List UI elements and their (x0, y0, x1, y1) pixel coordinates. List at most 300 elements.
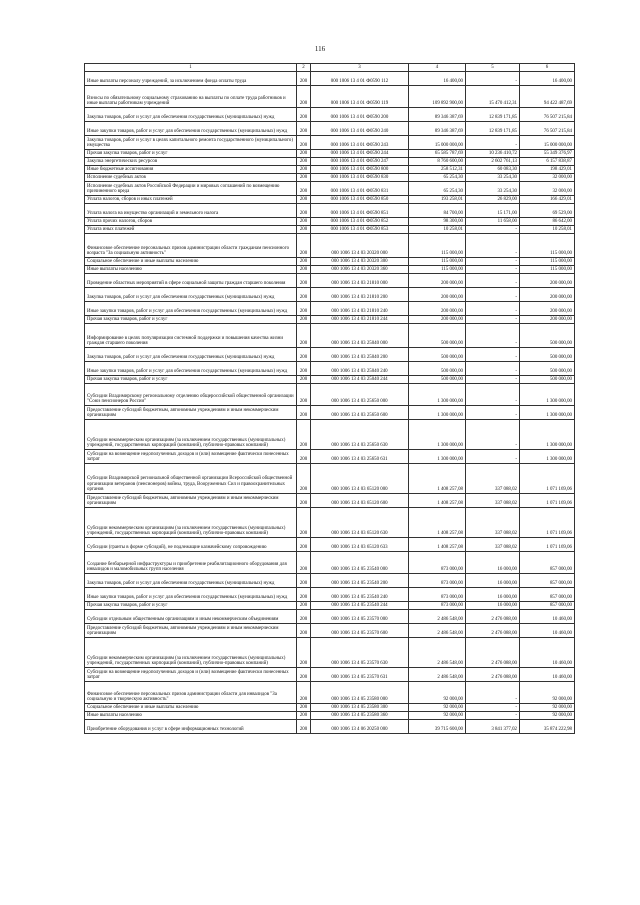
cell-code: 200 (297, 266, 311, 274)
cell-approved: 873 000,00 (409, 574, 466, 588)
cell-classifier: 000 1006 13 4 03 20320 000 (311, 234, 409, 258)
cell-executed: 2 602 761,13 (466, 158, 520, 166)
cell-classifier: 000 1006 13 4 01 Ф0590 852 (311, 218, 409, 226)
cell-name: Закупка энергетических ресурсов (85, 158, 297, 166)
cell-approved: 65 585 787,69 (409, 150, 466, 158)
cell-executed: - (466, 72, 520, 86)
cell-classifier: 000 1006 13 4 03 20320 360 (311, 266, 409, 274)
cell-code: 200 (297, 668, 311, 682)
cell-code: 200 (297, 588, 311, 602)
cell-approved: 65 254,30 (409, 182, 466, 196)
cell-approved: 500 000,00 (409, 348, 466, 362)
cell-name: Предоставление субсидий бюджетным, автономным учреждениям и иным некоммерческим организациям (85, 624, 297, 638)
cell-code: 200 (297, 158, 311, 166)
cell-code: 200 (297, 720, 311, 734)
cell-code: 200 (297, 274, 311, 288)
cell-name: Финансовое обеспечение персональных призов администрации области для инвалидов "За социальную и творческую активность" (85, 682, 297, 704)
cell-executed: - (466, 288, 520, 302)
column-header-2: 2 (297, 64, 311, 72)
cell-name: Проведение областных мероприятий в сфере социальной защиты граждан старшего поколения (85, 274, 297, 288)
cell-remaining: 115 000,00 (520, 258, 575, 266)
table-row (85, 406, 575, 420)
cell-executed: - (466, 682, 520, 704)
table-row (85, 420, 575, 450)
table-row (85, 166, 575, 174)
cell-approved: 1 408 257,08 (409, 538, 466, 552)
cell-approved: 200 000,00 (409, 288, 466, 302)
cell-classifier: 000 1006 13 4 05 23570 630 (311, 638, 409, 668)
cell-executed: 11 658,00 (466, 218, 520, 226)
cell-name: Исполнение судебных актов (85, 174, 297, 182)
cell-name: Закупка товаров, работ и услуг для обеспечения государственных (муниципальных) нужд (85, 108, 297, 122)
cell-executed: 16 000,00 (466, 574, 520, 588)
cell-approved: 873 000,00 (409, 588, 466, 602)
cell-code: 200 (297, 204, 311, 218)
cell-classifier: 000 1006 13 4 03 20320 300 (311, 258, 409, 266)
table-row (85, 450, 575, 464)
table-row (85, 72, 575, 86)
cell-executed: - (466, 376, 520, 384)
cell-approved: 15 000 000,00 (409, 136, 466, 150)
cell-remaining: 1 071 169,06 (520, 494, 575, 508)
cell-remaining: 76 507 215,84 (520, 108, 575, 122)
cell-code: 200 (297, 638, 311, 668)
cell-classifier: 000 1006 13 4 05 23570 600 (311, 624, 409, 638)
cell-executed: - (466, 704, 520, 712)
cell-classifier: 000 1006 13 4 05 23570 000 (311, 610, 409, 624)
cell-executed: - (466, 266, 520, 274)
cell-remaining: 10 460,00 (520, 638, 575, 668)
cell-remaining: 200 000,00 (520, 288, 575, 302)
cell-code: 200 (297, 86, 311, 108)
table-row (85, 108, 575, 122)
column-header-5: 5 (466, 64, 520, 72)
cell-remaining: 86 642,00 (520, 218, 575, 226)
cell-code: 200 (297, 682, 311, 704)
cell-name: Прочая закупка товаров, работ и услуг (85, 316, 297, 324)
cell-approved: 8 760 600,00 (409, 158, 466, 166)
table-row (85, 86, 575, 108)
column-header-4: 4 (409, 64, 466, 72)
cell-name: Субсидии отдельным общественным организациям и иным некоммерческим объединениям (85, 610, 297, 624)
cell-executed: - (466, 450, 520, 464)
cell-executed: - (466, 274, 520, 288)
cell-classifier: 000 1006 13 4 05 23580 300 (311, 704, 409, 712)
cell-classifier: 000 1006 13 4 01 Ф0590 243 (311, 136, 409, 150)
table-row (85, 182, 575, 196)
cell-executed: 2 476 088,00 (466, 638, 520, 668)
cell-approved: 873 000,00 (409, 552, 466, 574)
table-row (85, 508, 575, 538)
table-row (85, 122, 575, 136)
cell-name: Предоставление субсидий бюджетным, автономным учреждениям и иным некоммерческим организациям (85, 494, 297, 508)
cell-executed: 16 000,00 (466, 602, 520, 610)
table-row (85, 602, 575, 610)
cell-classifier: 000 1006 13 4 03 25650 631 (311, 450, 409, 464)
cell-classifier: 000 1006 13 4 01 Ф0590 830 (311, 174, 409, 182)
table-row (85, 348, 575, 362)
cell-remaining: 1 300 000,00 (520, 420, 575, 450)
cell-classifier: 000 1006 13 4 03 65120 633 (311, 538, 409, 552)
cell-approved: 39 715 600,00 (409, 720, 466, 734)
cell-name: Иные закупки товаров, работ и услуг для обеспечения государственных (муниципальных) нужд (85, 122, 297, 136)
cell-code: 200 (297, 218, 311, 226)
cell-name: Взносы по обязательному социальному страхованию на выплаты по оплате труда работников и иные выплаты работникам учреждений (85, 86, 297, 108)
table-row (85, 464, 575, 494)
cell-approved: 84 700,00 (409, 204, 466, 218)
table-row (85, 274, 575, 288)
cell-code: 200 (297, 508, 311, 538)
cell-remaining: 200 000,00 (520, 316, 575, 324)
cell-executed: 33 254,30 (466, 182, 520, 196)
cell-approved: 1 408 257,08 (409, 464, 466, 494)
cell-classifier: 000 1006 13 4 01 Ф0590 853 (311, 226, 409, 234)
cell-code: 200 (297, 406, 311, 420)
cell-executed: 10 236 410,72 (466, 150, 520, 158)
cell-executed: - (466, 258, 520, 266)
cell-approved: 92 000,00 (409, 704, 466, 712)
cell-approved: 1 300 000,00 (409, 406, 466, 420)
cell-approved: 109 892 900,00 (409, 86, 466, 108)
cell-remaining: 115 000,00 (520, 266, 575, 274)
cell-approved: 2 486 548,00 (409, 668, 466, 682)
cell-executed: 16 000,00 (466, 552, 520, 574)
cell-remaining: 1 300 000,00 (520, 384, 575, 406)
cell-code: 200 (297, 324, 311, 348)
cell-remaining: 16 400,00 (520, 72, 575, 86)
cell-remaining: 1 300 000,00 (520, 406, 575, 420)
cell-code: 200 (297, 150, 311, 158)
cell-name: Иные закупки товаров, работ и услуг для обеспечения государственных (муниципальных) нужд (85, 588, 297, 602)
cell-code: 200 (297, 288, 311, 302)
cell-name: Закупка товаров, работ и услуг для обеспечения государственных (муниципальных) нужд (85, 348, 297, 362)
cell-classifier: 000 1006 13 4 03 65120 630 (311, 508, 409, 538)
cell-classifier: 000 1006 13 4 05 23540 244 (311, 602, 409, 610)
cell-name: Информирование в целях популяризации системной поддержки и повышения качества жизни граждан старшего поколения (85, 324, 297, 348)
cell-name: Закупка товаров, работ и услуг для обеспечения государственных (муниципальных) нужд (85, 288, 297, 302)
cell-name: Прочая закупка товаров, работ и услуг (85, 602, 297, 610)
cell-name: Прочая закупка товаров, работ и услуг (85, 376, 297, 384)
cell-approved: 193 258,01 (409, 196, 466, 204)
cell-name: Закупка товаров, работ и услуг для обеспечения государственных (муниципальных) нужд (85, 574, 297, 588)
table-row (85, 704, 575, 712)
cell-name: Исполнение судебных актов Российской Федерации и мировых соглашений по возмещению причиненного вреда (85, 182, 297, 196)
cell-remaining: 1 071 169,06 (520, 464, 575, 494)
cell-executed: 2 476 088,00 (466, 610, 520, 624)
cell-executed: - (466, 324, 520, 348)
table-row (85, 588, 575, 602)
cell-code: 200 (297, 72, 311, 86)
cell-name: Уплата иных платежей (85, 226, 297, 234)
cell-approved: 115 000,00 (409, 234, 466, 258)
cell-approved: 65 254,30 (409, 174, 466, 182)
cell-executed: - (466, 362, 520, 376)
cell-name: Иные выплаты населению (85, 712, 297, 720)
cell-name: Иные выплаты персоналу учреждений, за исключением фонда оплаты труда (85, 72, 297, 86)
cell-classifier: 000 1006 13 4 05 23540 000 (311, 552, 409, 574)
table-row (85, 720, 575, 734)
cell-name: Предоставление субсидий бюджетным, автономным учреждениям и иным некоммерческим организациям (85, 406, 297, 420)
cell-remaining: 1 300 000,00 (520, 450, 575, 464)
table-row (85, 384, 575, 406)
cell-approved: 10 258,01 (409, 226, 466, 234)
cell-executed: - (466, 226, 520, 234)
cell-executed: 15 470 412,31 (466, 86, 520, 108)
cell-remaining: 35 874 222,98 (520, 720, 575, 734)
cell-classifier: 000 1006 13 4 01 Ф0590 850 (311, 196, 409, 204)
table-row (85, 668, 575, 682)
cell-executed: 337 088,02 (466, 508, 520, 538)
table-row (85, 234, 575, 258)
cell-classifier: 000 1006 13 4 01 Ф0590 240 (311, 122, 409, 136)
cell-approved: 500 000,00 (409, 362, 466, 376)
cell-executed: 337 088,02 (466, 538, 520, 552)
cell-classifier: 000 1006 13 4 01 Ф0590 200 (311, 108, 409, 122)
cell-executed: - (466, 420, 520, 450)
cell-remaining: 15 000 000,00 (520, 136, 575, 150)
cell-classifier: 000 1006 13 4 05 23580 000 (311, 682, 409, 704)
cell-code: 200 (297, 166, 311, 174)
cell-classifier: 000 1006 13 4 03 65120 000 (311, 464, 409, 494)
cell-executed: - (466, 712, 520, 720)
cell-code: 200 (297, 624, 311, 638)
cell-code: 200 (297, 316, 311, 324)
cell-executed: 15 171,00 (466, 204, 520, 218)
table-row (85, 302, 575, 316)
cell-name: Уплата налога на имущество организаций и земельного налога (85, 204, 297, 218)
cell-name: Создание безбарьерной инфраструктуры и приобретение реабилитационного оборудования для инвалидов и маломобильных групп населения (85, 552, 297, 574)
cell-remaining: 115 000,00 (520, 234, 575, 258)
cell-executed: 16 000,00 (466, 588, 520, 602)
cell-executed: 33 254,30 (466, 174, 520, 182)
cell-remaining: 32 000,00 (520, 182, 575, 196)
cell-approved: 115 000,00 (409, 258, 466, 266)
cell-classifier: 000 1006 13 4 01 Ф0590 851 (311, 204, 409, 218)
cell-remaining: 166 429,01 (520, 196, 575, 204)
cell-classifier: 000 1006 13 4 03 65120 600 (311, 494, 409, 508)
cell-approved: 1 300 000,00 (409, 450, 466, 464)
column-header-1: 1 (85, 64, 297, 72)
cell-executed: - (466, 384, 520, 406)
cell-code: 200 (297, 602, 311, 610)
cell-classifier: 000 1006 13 4 03 25040 000 (311, 324, 409, 348)
cell-name: Закупка товаров, работ и услуг в целях капитального ремонта государственного (муниципального) имущества (85, 136, 297, 150)
table-row (85, 174, 575, 182)
cell-executed: 337 088,02 (466, 494, 520, 508)
cell-remaining: 10 460,00 (520, 624, 575, 638)
cell-code: 200 (297, 384, 311, 406)
cell-remaining: 10 460,00 (520, 610, 575, 624)
cell-executed: 12 839 171,85 (466, 122, 520, 136)
cell-approved: 89 346 387,69 (409, 108, 466, 122)
table-row (85, 552, 575, 574)
cell-name: Социальное обеспечение и иные выплаты населению (85, 258, 297, 266)
cell-classifier: 000 1006 13 4 03 25650 600 (311, 406, 409, 420)
cell-approved: 1 408 257,08 (409, 494, 466, 508)
cell-approved: 89 346 387,69 (409, 122, 466, 136)
cell-approved: 873 000,00 (409, 602, 466, 610)
cell-code: 200 (297, 464, 311, 494)
cell-remaining: 1 071 169,06 (520, 508, 575, 538)
table-row (85, 158, 575, 166)
cell-remaining: 92 000,00 (520, 712, 575, 720)
cell-executed: 26 829,00 (466, 196, 520, 204)
cell-name: Субсидии Владимирскому региональному отделению общероссийской общественной организации "Союз пенсионеров России" (85, 384, 297, 406)
cell-code: 200 (297, 122, 311, 136)
cell-code: 200 (297, 174, 311, 182)
table-row (85, 682, 575, 704)
cell-code: 200 (297, 420, 311, 450)
cell-classifier: 000 1006 13 4 05 23540 240 (311, 588, 409, 602)
cell-approved: 1 300 000,00 (409, 420, 466, 450)
cell-approved: 200 000,00 (409, 274, 466, 288)
cell-classifier: 000 1006 13 4 05 23580 360 (311, 712, 409, 720)
cell-remaining: 1 071 169,06 (520, 538, 575, 552)
cell-approved: 1 408 257,08 (409, 508, 466, 538)
cell-executed: 3 841 377,02 (466, 720, 520, 734)
cell-executed: - (466, 302, 520, 316)
cell-remaining: 500 000,00 (520, 376, 575, 384)
cell-remaining: 10 258,01 (520, 226, 575, 234)
cell-code: 200 (297, 196, 311, 204)
cell-approved: 500 000,00 (409, 324, 466, 348)
cell-code: 200 (297, 494, 311, 508)
cell-classifier: 000 1006 13 4 03 25040 244 (311, 376, 409, 384)
cell-executed: - (466, 136, 520, 150)
cell-classifier: 000 1006 13 4 03 25650 000 (311, 384, 409, 406)
cell-classifier: 000 1006 13 4 03 21810 244 (311, 316, 409, 324)
cell-remaining: 500 000,00 (520, 348, 575, 362)
cell-approved: 92 000,00 (409, 682, 466, 704)
table-row (85, 316, 575, 324)
cell-code: 200 (297, 574, 311, 588)
cell-remaining: 857 000,00 (520, 552, 575, 574)
cell-approved: 98 300,00 (409, 218, 466, 226)
cell-name: Социальное обеспечение и иные выплаты населению (85, 704, 297, 712)
cell-remaining: 94 422 487,69 (520, 86, 575, 108)
cell-name: Иные выплаты населению (85, 266, 297, 274)
table-row (85, 610, 575, 624)
cell-name: Прочая закупка товаров, работ и услуг (85, 150, 297, 158)
cell-code: 200 (297, 182, 311, 196)
cell-executed: - (466, 348, 520, 362)
cell-remaining: 500 000,00 (520, 362, 575, 376)
cell-name: Иные бюджетные ассигнования (85, 166, 297, 174)
cell-name: Субсидии на возмещение недополученных доходов и (или) возмещение фактически понесенных затрат (85, 450, 297, 464)
cell-remaining: 857 000,00 (520, 588, 575, 602)
table-row (85, 538, 575, 552)
cell-remaining: 76 507 215,84 (520, 122, 575, 136)
cell-name: Приобретение оборудования и услуг в сфере информационных технологий (85, 720, 297, 734)
table-row (85, 288, 575, 302)
cell-name: Субсидии Владимирской региональной общественной организации Всероссийской общественной организации ветеранов (пенсионеров) войны, труда, Вооруженных Сил и правоохранительных органов (85, 464, 297, 494)
table-row (85, 324, 575, 348)
cell-classifier: 000 1006 13 4 03 21810 200 (311, 288, 409, 302)
table-row (85, 218, 575, 226)
cell-approved: 200 000,00 (409, 316, 466, 324)
cell-approved: 2 486 548,00 (409, 638, 466, 668)
cell-executed: - (466, 406, 520, 420)
cell-classifier: 000 1006 13 4 05 23540 200 (311, 574, 409, 588)
cell-code: 200 (297, 258, 311, 266)
cell-code: 200 (297, 704, 311, 712)
cell-code: 200 (297, 348, 311, 362)
cell-classifier: 000 1006 13 4 05 23570 631 (311, 668, 409, 682)
table-row (85, 638, 575, 668)
column-header-3: 3 (311, 64, 409, 72)
cell-classifier: 000 1006 13 4 01 Ф0590 247 (311, 158, 409, 166)
cell-remaining: 857 000,00 (520, 602, 575, 610)
cell-code: 200 (297, 108, 311, 122)
budget-execution-table (84, 63, 575, 734)
cell-executed: - (466, 316, 520, 324)
cell-code: 200 (297, 302, 311, 316)
cell-remaining: 92 000,00 (520, 682, 575, 704)
cell-remaining: 857 000,00 (520, 574, 575, 588)
table-row (85, 362, 575, 376)
cell-executed: 12 839 171,85 (466, 108, 520, 122)
table-row (85, 494, 575, 508)
table-row (85, 204, 575, 218)
table-row (85, 266, 575, 274)
table-row (85, 258, 575, 266)
cell-remaining: 200 000,00 (520, 274, 575, 288)
cell-remaining: 10 460,00 (520, 668, 575, 682)
cell-approved: 200 000,00 (409, 302, 466, 316)
cell-classifier: 000 1006 13 4 03 21810 000 (311, 274, 409, 288)
cell-executed: 2 476 088,00 (466, 668, 520, 682)
cell-classifier: 000 1006 13 4 03 25040 200 (311, 348, 409, 362)
cell-code: 200 (297, 376, 311, 384)
cell-classifier: 000 1006 13 4 03 21810 240 (311, 302, 409, 316)
cell-name: Уплата прочих налогов, сборов (85, 218, 297, 226)
cell-remaining: 69 529,00 (520, 204, 575, 218)
table-row (85, 196, 575, 204)
cell-name: Финансовое обеспечение персональных призов администрации области гражданам пенсионного возраста "За социальную активность" (85, 234, 297, 258)
cell-name: Субсидии на возмещение недополученных доходов и (или) возмещение фактически понесенных затрат (85, 668, 297, 682)
cell-remaining: 500 000,00 (520, 324, 575, 348)
cell-classifier: 000 1006 13 4 06 20250 000 (311, 720, 409, 734)
cell-code: 200 (297, 226, 311, 234)
cell-name: Субсидии (гранты в форме субсидий), не подлежащие казначейскому сопровождению (85, 538, 297, 552)
cell-approved: 258 512,31 (409, 166, 466, 174)
cell-approved: 500 000,00 (409, 376, 466, 384)
cell-name: Иные закупки товаров, работ и услуг для обеспечения государственных (муниципальных) нужд (85, 302, 297, 316)
table-row (85, 624, 575, 638)
cell-remaining: 55 349 376,97 (520, 150, 575, 158)
cell-name: Субсидии некоммерческим организациям (за исключением государственных (муниципальных) учреждений, государственных корпораций (компаний), публично-правовых компаний) (85, 638, 297, 668)
cell-code: 200 (297, 712, 311, 720)
cell-code: 200 (297, 450, 311, 464)
cell-remaining: 6 157 838,87 (520, 158, 575, 166)
cell-classifier: 000 1006 13 4 03 25650 630 (311, 420, 409, 450)
cell-executed: 337 088,02 (466, 464, 520, 494)
cell-executed: 60 083,30 (466, 166, 520, 174)
cell-name: Субсидии некоммерческим организациям (за исключением государственных (муниципальных) учреждений, государственных корпораций (компаний), публично-правовых компаний) (85, 420, 297, 450)
cell-classifier: 000 1006 13 4 03 25040 240 (311, 362, 409, 376)
cell-approved: 2 486 548,00 (409, 624, 466, 638)
cell-classifier: 000 1006 13 4 01 Ф0590 112 (311, 72, 409, 86)
table-row (85, 226, 575, 234)
cell-classifier: 000 1006 13 4 01 Ф0590 831 (311, 182, 409, 196)
cell-executed: 2 476 088,00 (466, 624, 520, 638)
table-row (85, 150, 575, 158)
cell-approved: 16 400,00 (409, 72, 466, 86)
cell-approved: 115 000,00 (409, 266, 466, 274)
cell-name: Субсидии некоммерческим организациям (за исключением государственных (муниципальных) учреждений, государственных корпораций (компаний), публично-правовых компаний) (85, 508, 297, 538)
cell-code: 200 (297, 610, 311, 624)
cell-code: 200 (297, 538, 311, 552)
